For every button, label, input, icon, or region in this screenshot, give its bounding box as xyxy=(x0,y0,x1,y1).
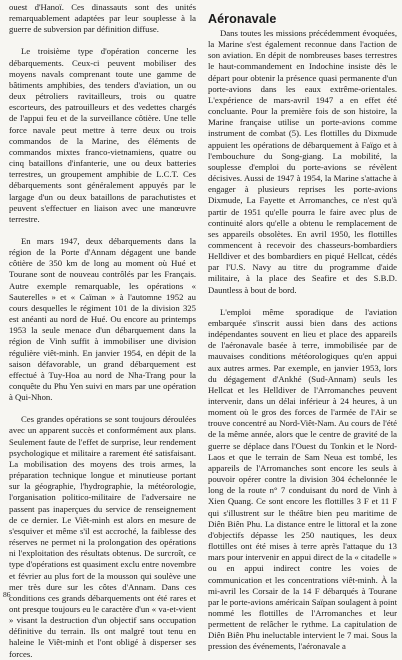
paragraph: En mars 1947, deux débarquements dans la région de la Porte d'Annam dégagent une bande côtière de 350 km de long au moment où Hué et Tourane sont de nouveau contrôlés par les Français. Autre exemple remarquable, les opérations « Sauterelles » et « Caïman » à l'automne 1952 au cours desquelles le régiment 101 de la division 325 est anéanti au nord de Hué. Ou encore au printemps 1953 la seule menace d'un débarquement dans la région de Vinh suffit à immobiliser une division régulière viêt-minh. En janvier 1954, en dépit de la saison défavorable, un grand débarquement est effectué à Tuy-Hoa au nord de Nha-Trang pour la conquête du Phu Yen suivi en mars par une opération à Qui-Nhon. xyxy=(9,235,196,403)
page-number: 86 xyxy=(3,590,11,599)
paragraph: L'emploi même sporadique de l'aviation embarquée s'inscrit aussi bien dans des actions indépendantes souvent en lieu et place des appareils de l'aéronavale basée à terre, immobilisée par de mauvaises conditions météorologiques qu'en appui aux autres armes. Par exemple, en janvier 1953, lors du dégagement d'Ankhé (Sud-Annam) seuls les Hellcat et les Helldiver de l'Arromanches peuvent intervenir, dans un délai inférieur à 24 heures, à un moment où le gros des forces de l'armée de l'Air se trouve concentré au Nord-Viêt-Nam. Au cours de l'été de la même année, alors que le centre de gravité de la guerre se déplace dans l'Ouest du Tonkin et le Nord-Laos et que le terrain de Sam Neua est tombé, les appareils de l'Arromanches sont encore les seuls à pouvoir opérer contre la division 304 échelonnée le long de la route n° 7 conduisant du nord de Vinh à Xien Quang. Ce sont encore les flottilles 3 F et 11 F qui s'illustrent sur le théâtre bien peu maritime de Diên Biên Phu. La distance entre le littoral et la zone d'objectifs dépasse les 250 nautiques, les deux flottilles ont été mises à terre après l'attaque du 13 mars pour intervenir en appui direct de la « citadelle » ou en appui indirect contre les voies de communication et les concentrations viêt-minh. À la mi-avril les Corsair de la 14 F débarqués à Tourane par le porte-avions américain Saïpan soulagent à point nommé les flottilles de l'Arromanches et leur permettent de relâcher le rythme. La capitulation de Diên Biên Phu ineluctable intervient le 7 mai. Sous la pression des événements, l'aéronavale a xyxy=(208,306,397,652)
right-column xyxy=(208,2,397,652)
text-columns xyxy=(9,2,397,659)
paragraph: ouest d'Hanoï. Ces dinassauts sont des unités remarquablement adaptées par leur souplesse à la guerre de subversion par définition diffuse. xyxy=(9,2,196,35)
section-heading: Aéronavale xyxy=(208,12,277,26)
paragraph: Le troisième type d'opération concerne les débarquements. Ceux-ci peuvent mobiliser des moyens navals comprenant toute une gamme de bâtiments amphibies, des tenders d'aviation, un ou deux pétroliers ravitailleurs, trois ou quatre escorteurs, des patrouilleurs et des vedettes chargés de l'appui feu et de la surveillance côtière. Une telle force navale peut mettre à terre deux ou trois commandos de la Marine, des éléments de commandos mixtes franco-vietnamiens, quatre ou cinq bataillons d'infanterie, une ou deux batteries terrestres, un groupement amphibie de L.C.T. Ces débarquements sont généralement appuyés par le largage d'un ou deux bataillons de parachutistes et peuvent s'effectuer en liaison avec une manœuvre terrestre. xyxy=(9,46,196,224)
left-column xyxy=(9,2,196,659)
paragraph: Ces grandes opérations se sont toujours déroulées avec un apparent succès et conformément aux plans. Seulement faute de l'effet de surprise, leur rendement psychologique et militaire a rarement été satisfaisant. La mobilisation des moyens des trois armes, la préparation technique longue et minutieuse portant sur la géographie, l'hydrographie, la météorologie, l'organisation politico-militaire de l'adversaire ne passent pas inaperçues du service de renseignement de ce dernier. Le Viêt-minh est alors en mesure de s'esquiver et même s'il est accroché, la faiblesse des réserves ne permet ni la prolongation des opérations ni l'exploitation des résultats obtenus. De surcroît, ce type d'opérations est quasiment exclu entre novembre et février au plus fort de la mousson qui soulève une mer très dure sur les côtes d'Annam. Dans ces conditions ces grands débarquements ont été rares et ont presque toujours eu le caractère d'un « va-et-vient » visant la destruction d'un objectif sans occupation définitive du terrain. Ils ont malgré tout tenu en haleine le Viêt-minh et l'ont obligé à disperser ses forces. xyxy=(9,414,196,659)
paragraph: Dans toutes les missions précédemment évoquées, la Marine s'est également reconnue dans l'action de son aviation. En dépit de nombreuses bases terrestres le haut-commandement en Indochine insiste dès le départ pour obtenir la présence quasi permanente d'un porte-avions dans les eaux extrême-orientales. L'expérience de mars-avril 1947 a en effet été concluante. Pour la première fois de son histoire, la Marine française utilise un porte-avions comme instrument de combat (5). Les flottilles du Dixmude appuient les opérations de débarquement à Faïgo et à l'embouchure du Song-giang. La mobilité, la souplesse d'emploi du porte-avions se révèlent décisives. Aussi de 1947 à 1954, la Marine s'attache à engager à plusieurs reprises les porte-avions Dixmude, La Fayette et Arromanches, ce n'est qu'à partir de 1951 qu'elle pourra le faire avec plus de continuité alors qu'elle a obtenu le remplacement de ses appareils obsolètes. En avril 1950, les flottilles commencent à recevoir des chasseurs-bombardiers Helldiver et des bombardiers en piqué Hellcat, cédés par l'U.S. Navy au titre du programme d'aide militaire, à la place des Seafire et des S.B.D. Dauntless à bout de bord. xyxy=(208,28,397,295)
